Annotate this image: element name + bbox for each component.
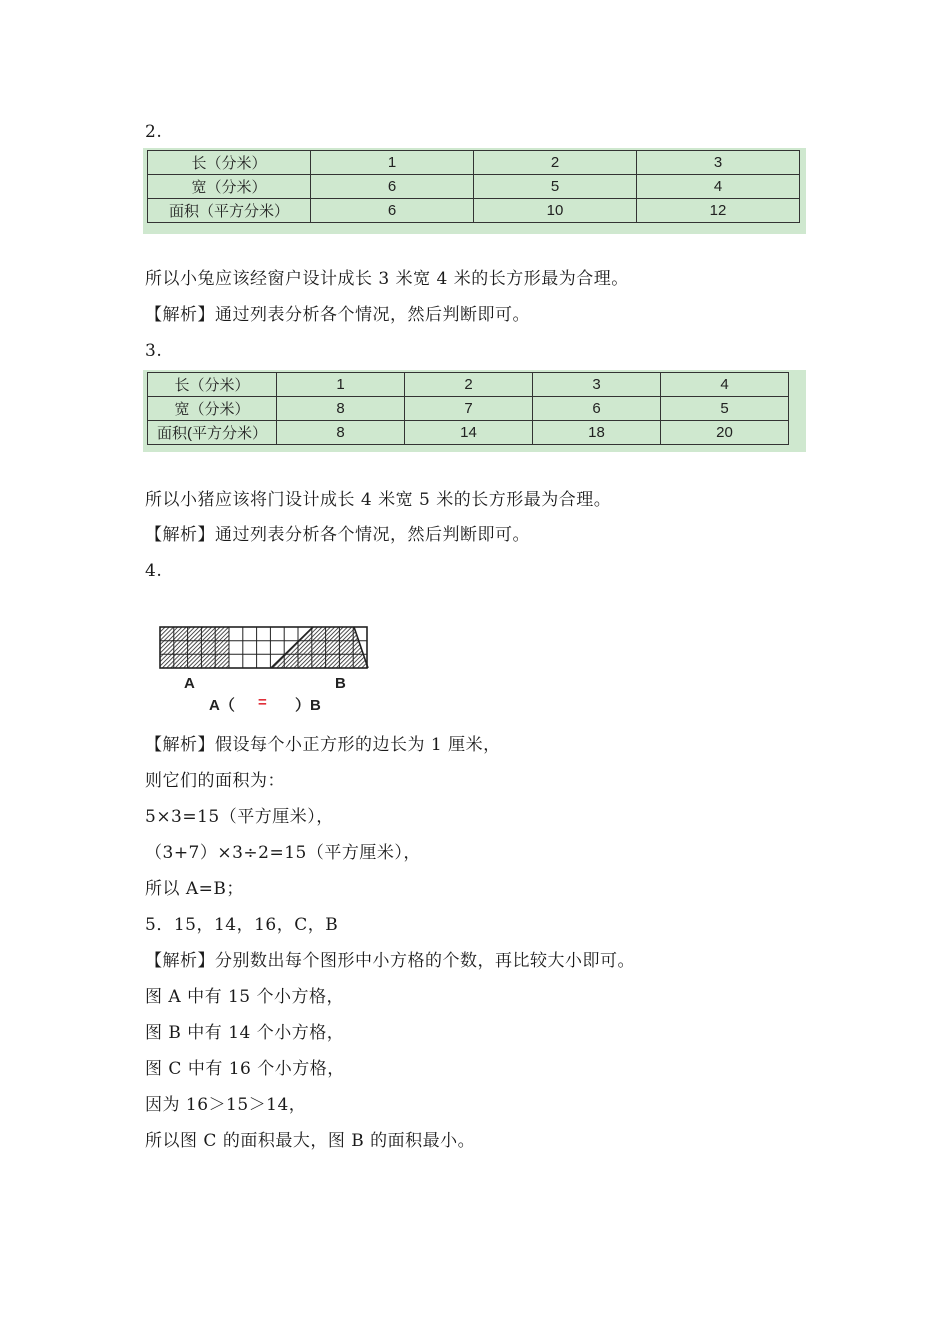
figure-b-label: B (335, 675, 346, 692)
answer-prefix: A（ (209, 697, 235, 714)
q2-table (147, 150, 800, 223)
table-cell: 2 (474, 151, 637, 175)
q4-analysis-line: 5×3=15（平方厘米）， (145, 807, 334, 827)
q5-analysis-line: 图 C 中有 16 个小方格， (145, 1059, 345, 1079)
table-cell: 8 (277, 421, 405, 445)
q3-table-background (143, 370, 806, 452)
table-row (148, 397, 789, 421)
table-cell: 2 (405, 373, 533, 397)
table-cell: 1 (311, 151, 474, 175)
q5-answer: 5．15，14，16，C，B (145, 915, 339, 935)
grid-figure (158, 625, 370, 673)
figure-a-label: A (184, 675, 195, 692)
q3-conclusion: 所以小猪应该将门设计成长 4 米宽 5 米的长方形最为合理。 (145, 490, 612, 510)
table-cell: 4 (661, 373, 789, 397)
q4-analysis-line: 【解析】假设每个小正方形的边长为 1 厘米， (145, 735, 501, 755)
q4-analysis-line: 则它们的面积为： (145, 771, 285, 791)
table-cell: 面积(平方分米） (148, 421, 277, 445)
table-cell: 3 (533, 373, 661, 397)
q3-number: 3. (145, 341, 163, 361)
table-cell: 4 (637, 175, 800, 199)
table-row (148, 199, 800, 223)
table-cell: 6 (311, 199, 474, 223)
table-cell: 宽（分米） (148, 175, 311, 199)
q5-analysis-line: 【解析】分别数出每个图形中小方格的个数，再比较大小即可。 (145, 951, 635, 971)
table-cell: 6 (533, 397, 661, 421)
answer-suffix: ）B (295, 697, 321, 714)
table-cell: 7 (405, 397, 533, 421)
q2-table-background (143, 148, 806, 234)
q4-analysis-line: 所以 A=B； (145, 879, 244, 899)
table-cell: 8 (277, 397, 405, 421)
table-cell: 宽（分米） (148, 397, 277, 421)
table-cell: 5 (661, 397, 789, 421)
table-row (148, 373, 789, 397)
q2-conclusion: 所以小兔应该经窗户设计成长 3 米宽 4 米的长方形最为合理。 (145, 269, 629, 289)
table-cell: 5 (474, 175, 637, 199)
table-cell: 3 (637, 151, 800, 175)
table-cell: 18 (533, 421, 661, 445)
table-cell: 1 (277, 373, 405, 397)
q4-analysis-line: （3+7）×3÷2=15（平方厘米）， (145, 843, 421, 863)
table-cell: 12 (637, 199, 800, 223)
table-cell: 面积（平方分米） (148, 199, 311, 223)
table-cell: 20 (661, 421, 789, 445)
table-cell: 6 (311, 175, 474, 199)
q3-table (147, 372, 789, 445)
table-cell: 长（分米） (148, 151, 311, 175)
answer-value: = (258, 694, 267, 711)
q5-analysis-line: 因为 16＞15＞14， (145, 1095, 307, 1115)
q3-analysis: 【解析】通过列表分析各个情况，然后判断即可。 (145, 525, 530, 545)
figure-a-shaded-rectangle (160, 627, 229, 668)
table-cell: 长（分米） (148, 373, 277, 397)
q2-analysis: 【解析】通过列表分析各个情况，然后判断即可。 (145, 305, 530, 325)
q4-figure (158, 625, 370, 715)
q4-number: 4. (145, 561, 163, 581)
table-row (148, 421, 789, 445)
table-cell: 10 (474, 199, 637, 223)
q2-number: 2. (145, 122, 163, 142)
q5-analysis-line: 图 B 中有 14 个小方格， (145, 1023, 345, 1043)
table-row (148, 151, 800, 175)
q5-analysis-line: 图 A 中有 15 个小方格， (145, 987, 345, 1007)
q5-analysis-line: 所以图 C 的面积最大，图 B 的面积最小。 (145, 1131, 476, 1151)
table-cell: 14 (405, 421, 533, 445)
table-row (148, 175, 800, 199)
